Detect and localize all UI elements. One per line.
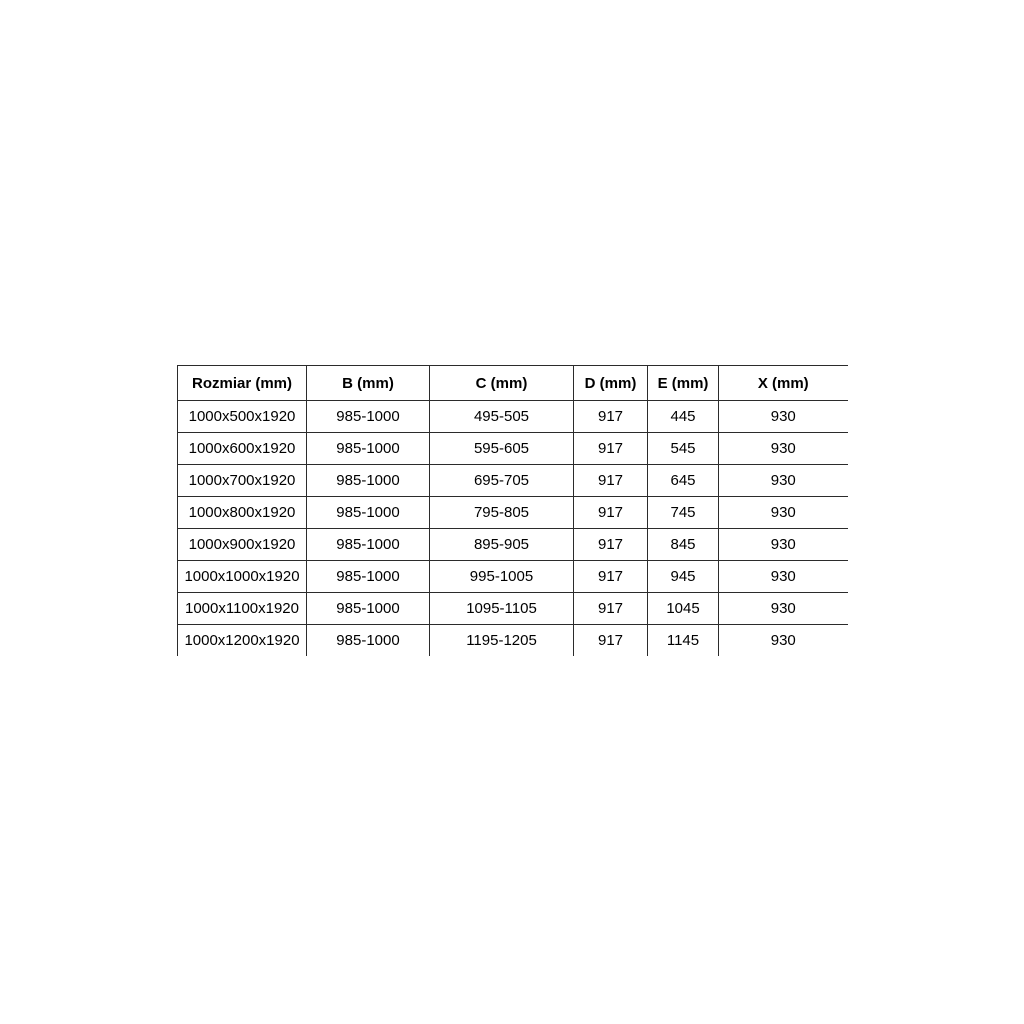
table-cell: 1000x600x1920 xyxy=(178,433,307,465)
table-header-row xyxy=(178,366,848,401)
table-cell: 695-705 xyxy=(430,465,574,497)
table-cell: 930 xyxy=(719,593,848,625)
table-cell: 1000x500x1920 xyxy=(178,401,307,433)
table-cell: 1000x700x1920 xyxy=(178,465,307,497)
table-cell: 985-1000 xyxy=(307,401,430,433)
table-cell: 945 xyxy=(648,561,719,593)
table-cell: 930 xyxy=(719,433,848,465)
dimensions-table-container xyxy=(177,365,848,656)
table-cell: 985-1000 xyxy=(307,465,430,497)
table-row xyxy=(178,561,848,593)
table-cell: 545 xyxy=(648,433,719,465)
table-cell: 895-905 xyxy=(430,529,574,561)
table-cell: 985-1000 xyxy=(307,593,430,625)
table-cell: 995-1005 xyxy=(430,561,574,593)
column-header: E (mm) xyxy=(648,366,719,401)
table-cell: 985-1000 xyxy=(307,497,430,529)
table-cell: 1145 xyxy=(648,625,719,657)
table-cell: 985-1000 xyxy=(307,433,430,465)
table-cell: 917 xyxy=(574,625,648,657)
table-cell: 845 xyxy=(648,529,719,561)
table-row xyxy=(178,497,848,529)
table-cell: 795-805 xyxy=(430,497,574,529)
table-cell: 917 xyxy=(574,529,648,561)
table-row xyxy=(178,593,848,625)
column-header: C (mm) xyxy=(430,366,574,401)
table-row xyxy=(178,433,848,465)
table-cell: 930 xyxy=(719,529,848,561)
table-cell: 917 xyxy=(574,401,648,433)
table-cell: 1000x1200x1920 xyxy=(178,625,307,657)
column-header: Rozmiar (mm) xyxy=(178,366,307,401)
table-cell: 917 xyxy=(574,593,648,625)
table-cell: 1000x900x1920 xyxy=(178,529,307,561)
table-cell: 985-1000 xyxy=(307,625,430,657)
table-cell: 930 xyxy=(719,497,848,529)
table-cell: 595-605 xyxy=(430,433,574,465)
table-cell: 917 xyxy=(574,433,648,465)
column-header: X (mm) xyxy=(719,366,848,401)
column-header: B (mm) xyxy=(307,366,430,401)
table-cell: 917 xyxy=(574,497,648,529)
table-row xyxy=(178,465,848,497)
table-cell: 495-505 xyxy=(430,401,574,433)
table-cell: 1000x800x1920 xyxy=(178,497,307,529)
table-cell: 930 xyxy=(719,561,848,593)
table-cell: 985-1000 xyxy=(307,529,430,561)
table-cell: 917 xyxy=(574,561,648,593)
table-cell: 930 xyxy=(719,465,848,497)
table-cell: 985-1000 xyxy=(307,561,430,593)
table-cell: 1195-1205 xyxy=(430,625,574,657)
table-cell: 745 xyxy=(648,497,719,529)
dimensions-table xyxy=(177,365,848,656)
table-row xyxy=(178,529,848,561)
table-row xyxy=(178,625,848,657)
table-row xyxy=(178,401,848,433)
table-body xyxy=(178,401,848,657)
table-cell: 1000x1100x1920 xyxy=(178,593,307,625)
table-cell: 930 xyxy=(719,401,848,433)
table-cell: 645 xyxy=(648,465,719,497)
table-cell: 930 xyxy=(719,625,848,657)
table-cell: 1000x1000x1920 xyxy=(178,561,307,593)
table-cell: 1045 xyxy=(648,593,719,625)
table-cell: 1095-1105 xyxy=(430,593,574,625)
table-cell: 445 xyxy=(648,401,719,433)
table-cell: 917 xyxy=(574,465,648,497)
column-header: D (mm) xyxy=(574,366,648,401)
